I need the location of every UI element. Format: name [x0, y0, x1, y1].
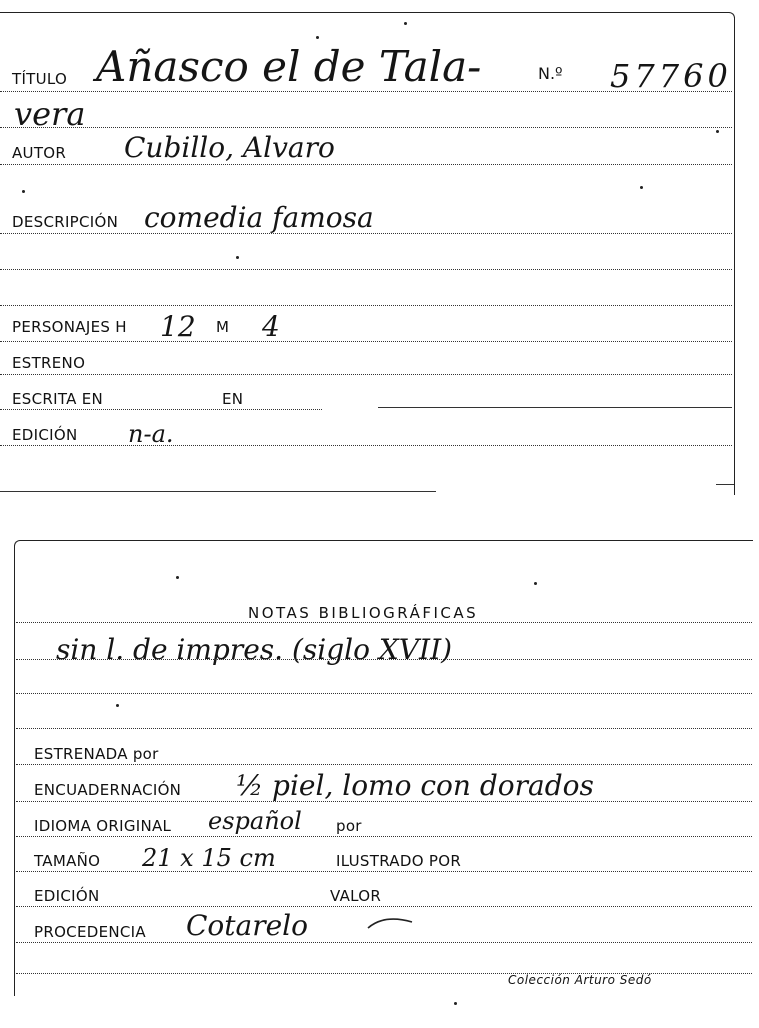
autor-label: AUTOR: [12, 144, 67, 162]
descripcion-line: [0, 233, 732, 234]
descripcion-label: DESCRIPCIÓN: [12, 213, 119, 231]
procedencia-line: [16, 942, 752, 943]
speck: [116, 704, 119, 707]
titulo-value: Añasco el de Tala-: [96, 42, 482, 91]
speck: [316, 36, 319, 39]
notas-line-4: [16, 728, 752, 729]
ilustrado-label: ILUSTRADO POR: [336, 852, 462, 870]
escrita-line-2: [378, 407, 732, 408]
escrita-label: ESCRITA EN: [12, 390, 104, 408]
notas-value: sin l. de impres. (siglo XVII): [56, 633, 453, 666]
idioma-line: [16, 836, 752, 837]
bottom-rule: [0, 491, 436, 492]
autor-value: Cubillo, Alvaro: [124, 131, 335, 164]
estrenada-line: [16, 764, 752, 765]
notas-line: [16, 622, 752, 623]
personajes-m-value: 4: [262, 310, 280, 343]
encuadernacion-label: ENCUADERNACIÓN: [34, 781, 182, 799]
descripcion-line-2: [0, 269, 732, 270]
edicion-valor-line: [16, 906, 752, 907]
tamano-value: 21 x 15 cm: [142, 844, 276, 872]
notas-line-2: [16, 659, 752, 660]
numero-value: 57760: [610, 57, 732, 95]
estrenada-label: ESTRENADA por: [34, 745, 159, 763]
tamano-line: [16, 871, 752, 872]
escrita-en-label: EN: [222, 390, 244, 408]
speck: [716, 130, 719, 133]
encuadernacion-value: ½ piel, lomo con dorados: [236, 769, 594, 802]
idioma-label: IDIOMA ORIGINAL: [34, 817, 172, 835]
speck: [454, 1002, 457, 1005]
speck: [22, 190, 25, 193]
tamano-label: TAMAÑO: [34, 852, 101, 870]
bottom-rule-right: [716, 484, 734, 485]
personajes-line: [0, 341, 732, 342]
edicion-label: EDICIÓN: [12, 426, 78, 444]
idioma-value: español: [208, 807, 302, 835]
numero-label: N.º: [538, 64, 563, 83]
speck: [534, 582, 537, 585]
notas-line-3: [16, 693, 752, 694]
procedencia-label: PROCEDENCIA: [34, 923, 146, 941]
speck: [640, 186, 643, 189]
speck: [176, 576, 179, 579]
titulo-label: TÍTULO: [12, 70, 68, 88]
titulo-cont-line: [0, 127, 732, 128]
personajes-h-value: 12: [160, 310, 196, 343]
descripcion-line-3: [0, 305, 732, 306]
autor-line: [0, 164, 732, 165]
valor-label: VALOR: [330, 887, 382, 905]
descripcion-value: comedia famosa: [144, 201, 374, 234]
titulo-line: [0, 91, 732, 92]
procedencia-value: Cotarelo: [186, 909, 308, 942]
encuadernacion-line: [16, 801, 752, 802]
escrita-line-1: [0, 409, 322, 410]
speck: [236, 256, 239, 259]
notas-title: NOTAS BIBLIOGRÁFICAS: [248, 604, 479, 622]
edicion-line: [0, 445, 732, 446]
titulo-value-continuation: vera: [14, 95, 86, 133]
idioma-por-label: por: [336, 817, 362, 835]
estreno-label: ESTRENO: [12, 354, 86, 372]
speck: [404, 22, 407, 25]
bottom-edicion-label: EDICIÓN: [34, 887, 100, 905]
personajes-m-label: M: [216, 318, 230, 336]
collection-credit: Colección Arturo Sedó: [508, 973, 652, 987]
personajes-label: PERSONAJES H: [12, 318, 127, 336]
edicion-value: n-a.: [128, 420, 174, 448]
estreno-line: [0, 374, 732, 375]
procedencia-flourish: [366, 912, 416, 936]
